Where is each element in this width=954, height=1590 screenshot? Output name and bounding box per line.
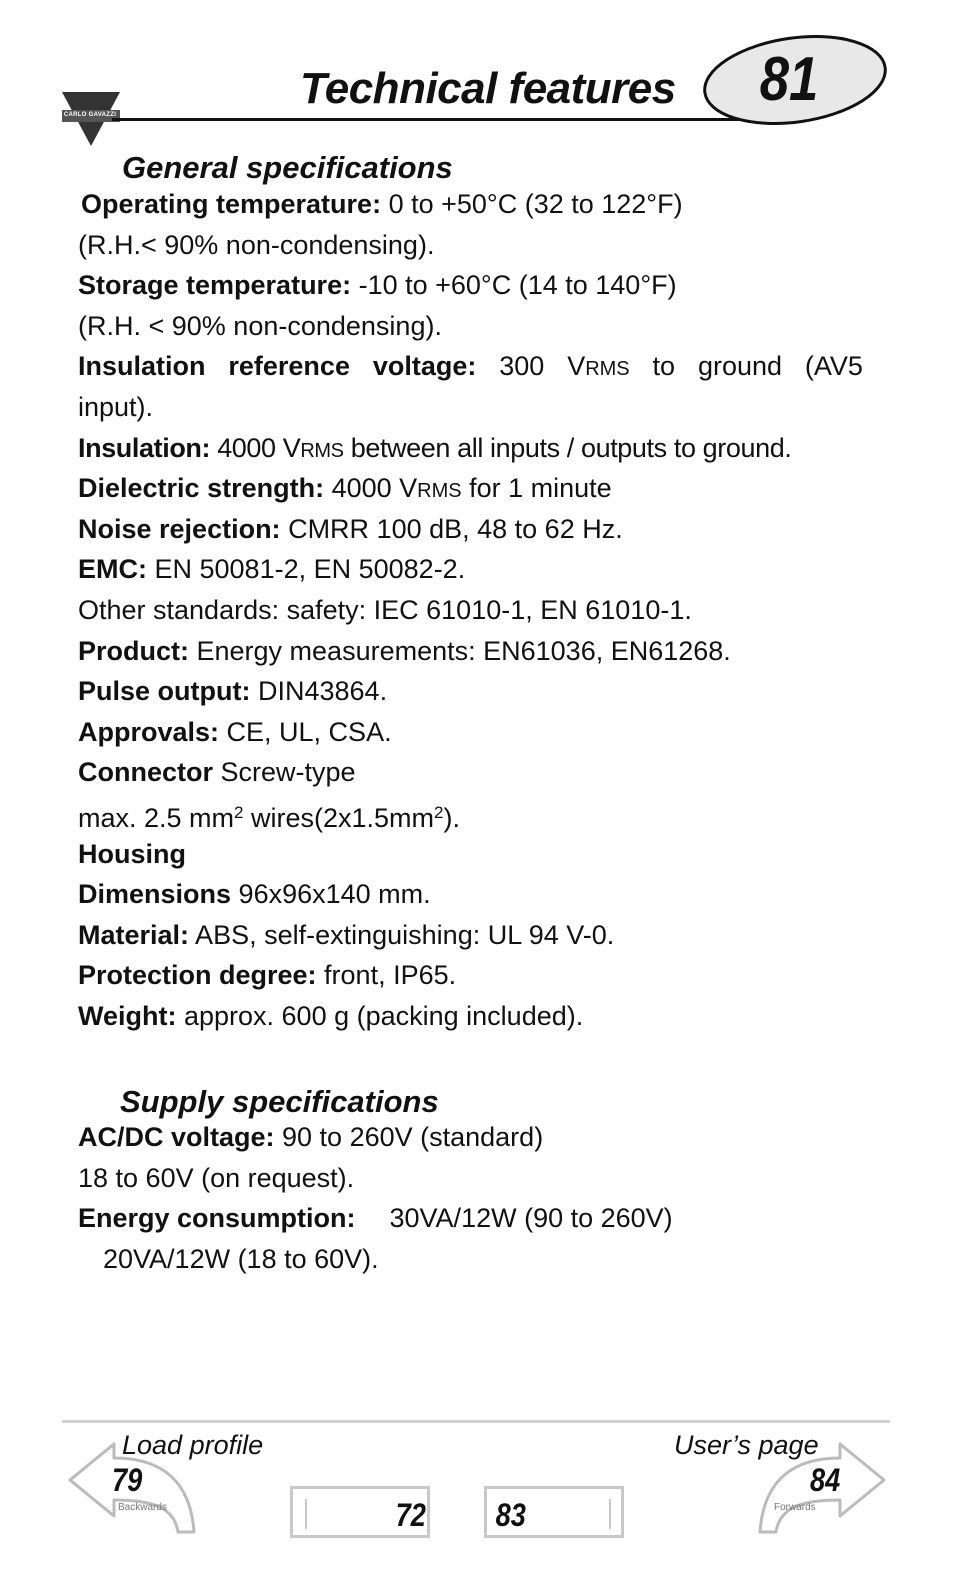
general-specifications-list <box>78 184 863 1036</box>
spec-product: Product: Energy measurements: EN61036, EN61268. <box>78 635 731 666</box>
spec-dielectric-strength: Dielectric strength: 4000 VRMS for 1 minute <box>78 473 612 504</box>
spec-weight: Weight: approx. 600 g (packing included). <box>78 1000 584 1031</box>
back-sub-label: Backwards <box>118 1502 167 1513</box>
back-page-number[interactable]: 79 <box>112 1462 143 1498</box>
spec-approvals: Approvals: CE, UL, CSA. <box>78 716 392 747</box>
spec-acdc-voltage: AC/DC voltage: 90 to 260V (standard) <box>78 1122 544 1152</box>
spec-insulation: Insulation: 4000 VRMS between all inputs / outputs to ground. <box>78 432 792 463</box>
spec-connector: Connector Screw-type <box>78 757 356 788</box>
general-specifications-heading: General specifications <box>122 150 453 185</box>
spec-operating-temperature: Operating temperature: 0 to +50°C (32 to 122°F) <box>81 189 683 219</box>
index-last-page[interactable]: 83 <box>495 1497 526 1533</box>
spec-insulation-reference-voltage-cont: input). <box>78 391 154 422</box>
footer-rule <box>62 1420 890 1423</box>
spec-housing: Housing <box>78 838 186 869</box>
spec-pulse-output: Pulse output: DIN43864. <box>78 676 388 707</box>
spec-connector-cont: max. 2.5 $mm^2$ $wires(2x1.5mm^2)$. <box>78 802 460 833</box>
spec-other-standards: Other standards: safety: IEC 61010-1, EN 61010-1. <box>78 594 692 625</box>
page-title: Technical features <box>300 64 676 113</box>
spec-material: Material: ABS, self-extinguishing: UL 94 V-0. <box>78 919 615 950</box>
spec-insulation-reference-voltage: Insulation reference voltage: 300 VRMS to ground (AV5 <box>78 351 863 382</box>
back-link-label[interactable]: Load profile <box>122 1430 264 1460</box>
logo-text: CARLO GAVAZZI <box>63 112 117 118</box>
spec-energy-consumption: Energy consumption: 30VA/12W (90 to 260V) <box>78 1203 673 1234</box>
index-last-page-box[interactable] <box>484 1486 624 1538</box>
supply-specifications-list <box>78 1117 863 1279</box>
forward-sub-label: Forwards <box>774 1502 816 1513</box>
index-first-page[interactable]: 72 <box>395 1497 426 1533</box>
spec-storage-temperature: Storage temperature: -10 to +60°C (14 to 140°F) <box>78 270 677 301</box>
index-first-page-box[interactable] <box>290 1486 430 1538</box>
spec-energy-consumption-cont: 20VA/12W (18 to 60V). <box>103 1243 379 1274</box>
supply-specifications-heading: Supply specifications <box>120 1084 439 1119</box>
spec-dimensions: Dimensions 96x96x140 mm. <box>78 879 431 910</box>
spec-noise-rejection: Noise rejection: CMRR 100 dB, 48 to 62 Hz. <box>78 513 623 544</box>
spec-emc: EMC: EN 50081-2, EN 50082-2. <box>78 554 466 585</box>
spec-operating-temperature-cont: (R.H.< 90% non-condensing). <box>78 229 435 260</box>
spec-protection-degree: Protection degree: front, IP65. <box>78 960 457 991</box>
page-number: 81 <box>759 45 819 114</box>
forward-link-label[interactable]: User’s page <box>674 1430 819 1460</box>
spec-storage-temperature-cont: (R.H. < 90% non-condensing). <box>78 310 442 341</box>
spec-acdc-voltage-cont: 18 to 60V (on request). <box>78 1162 355 1193</box>
forward-page-number[interactable]: 84 <box>810 1462 841 1498</box>
header-rule <box>112 118 752 121</box>
